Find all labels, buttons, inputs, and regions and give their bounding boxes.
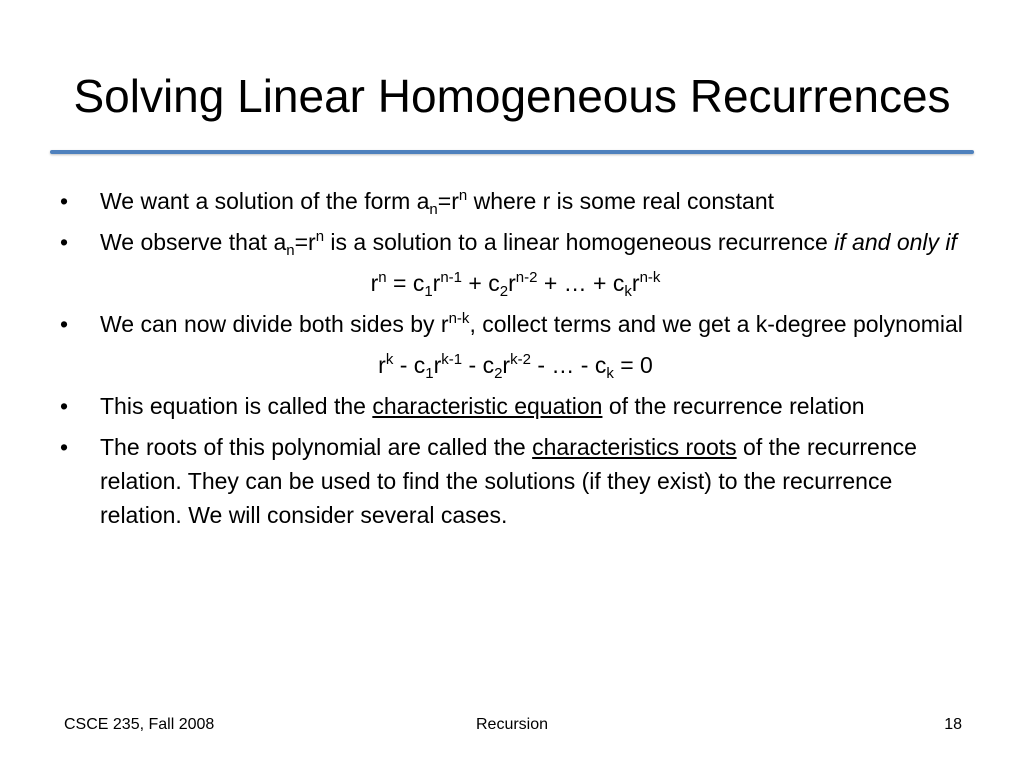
slide-title: Solving Linear Homogeneous Recurrences	[73, 70, 951, 122]
eq-term: r	[378, 352, 386, 378]
exponent: k-2	[510, 351, 531, 368]
eq-term: r	[508, 270, 516, 296]
subscript: k	[624, 283, 632, 300]
exponent: n-1	[440, 269, 463, 286]
subscript: 2	[499, 283, 509, 300]
subscript: k	[606, 365, 614, 382]
text: We can now divide both sides by r	[100, 311, 449, 337]
subscript: n	[286, 242, 295, 259]
eq-term: - c	[462, 352, 495, 378]
equation-1	[58, 266, 973, 300]
text: , collect terms and we get a k-degree polynomial	[469, 311, 963, 337]
text: =r	[294, 229, 316, 255]
text: is a solution to a linear homogeneous recurrence	[324, 229, 835, 255]
slide-body	[58, 184, 973, 539]
exponent: n-2	[515, 269, 538, 286]
eq-term: - … - c	[530, 352, 607, 378]
eq-term: r	[502, 352, 511, 378]
text: of the recurrence relation	[602, 393, 865, 419]
eq-term: = 0	[613, 352, 653, 378]
eq-term: + … + c	[537, 270, 625, 296]
text: This equation is called the	[100, 393, 373, 419]
eq-term: - c	[393, 352, 426, 378]
slide-number: 18	[944, 716, 962, 733]
superscript: n	[315, 228, 325, 245]
exponent: k-1	[441, 351, 463, 368]
underlined-term: characteristics roots	[532, 434, 737, 460]
bullet-icon: •	[60, 434, 69, 460]
bullet-item-5	[58, 430, 973, 532]
underlined-term: characteristic equation	[372, 393, 603, 419]
bullet-item-1	[58, 184, 973, 218]
eq-term: r	[433, 352, 442, 378]
superscript: n-k	[448, 310, 470, 327]
bullet-item-3	[58, 307, 973, 341]
text: of the recurrence relation. They can be used to find the solutions (if they exist) to the recurrence relation. We will consider several cases.	[100, 434, 917, 528]
eq-term: + c	[462, 270, 500, 296]
exponent: k	[385, 351, 394, 368]
subscript: 1	[424, 283, 433, 300]
title-divider	[50, 150, 974, 154]
bullet-icon: •	[60, 229, 69, 255]
bullet-icon: •	[60, 188, 69, 214]
eq-term: = c	[386, 270, 425, 296]
text: The roots of this polynomial are called the	[100, 434, 533, 460]
footer-topic: Recursion	[475, 716, 549, 733]
bullet-item-2	[58, 225, 973, 259]
subscript: n	[429, 201, 438, 218]
superscript: n	[458, 187, 468, 204]
footer-course: CSCE 235, Fall 2008	[64, 716, 215, 733]
exponent: n-k	[639, 269, 661, 286]
text: We observe that a	[100, 229, 287, 255]
equation-2	[58, 348, 973, 382]
text: We want a solution of the form a	[100, 188, 430, 214]
text: where r is some real constant	[467, 188, 774, 214]
bullet-icon: •	[60, 393, 69, 419]
subscript: 1	[425, 365, 434, 382]
eq-term: r	[370, 270, 379, 296]
eq-term: r	[631, 270, 640, 296]
emphasis: if and only if	[834, 229, 957, 255]
subscript: 2	[494, 365, 503, 382]
eq-term: r	[432, 270, 441, 296]
bullet-item-4	[58, 389, 973, 423]
bullet-icon: •	[60, 311, 69, 337]
text: =r	[437, 188, 459, 214]
exponent: n	[378, 269, 387, 286]
